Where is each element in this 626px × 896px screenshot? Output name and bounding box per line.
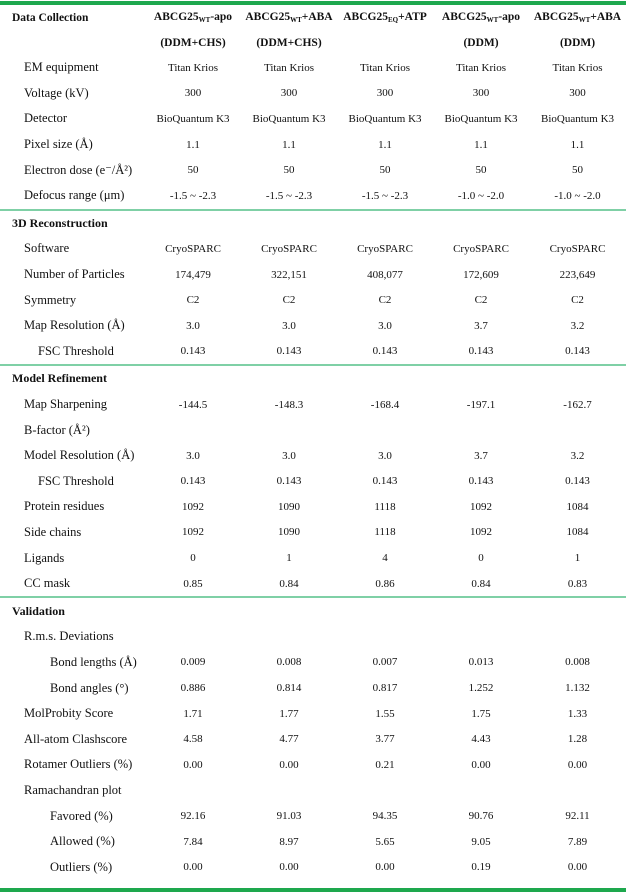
table-row bbox=[0, 624, 626, 650]
table-row bbox=[0, 157, 626, 183]
column-subscript: EQ bbox=[387, 16, 399, 24]
cell-value: 0.85 bbox=[145, 571, 241, 598]
column-detergent: (DDM) bbox=[463, 36, 499, 49]
cell-value bbox=[241, 624, 337, 650]
row-label: EM equipment bbox=[24, 60, 99, 75]
cell-value: 0.007 bbox=[372, 656, 398, 669]
cell-value: 7.89 bbox=[567, 835, 588, 848]
table-row bbox=[0, 55, 626, 81]
cell-value: C2 bbox=[474, 294, 488, 307]
cell-value: 3.7 bbox=[474, 319, 488, 332]
column-detergent: (DDM+CHS) bbox=[160, 36, 226, 49]
cell-value: 223,649 bbox=[559, 268, 596, 281]
cell-value: 1084 bbox=[566, 500, 589, 513]
section-title: 3D Reconstruction bbox=[12, 215, 108, 230]
cell-value bbox=[337, 417, 433, 443]
row-label: Outliers (%) bbox=[50, 859, 113, 874]
cell-value: 9.05 bbox=[471, 835, 491, 848]
table-row bbox=[0, 262, 626, 288]
table-row bbox=[0, 313, 626, 339]
column-name: ABCG25 bbox=[245, 11, 291, 23]
row-label: MolProbity Score bbox=[24, 706, 114, 721]
column-header bbox=[529, 5, 626, 30]
row-label: Detector bbox=[24, 111, 68, 126]
table-row bbox=[0, 803, 626, 829]
column-subscript: WT bbox=[578, 16, 591, 24]
cell-value: 94.35 bbox=[372, 810, 398, 823]
cell-value: 174,479 bbox=[175, 268, 211, 281]
cell-value: 0.008 bbox=[276, 656, 302, 669]
section-title: Validation bbox=[12, 603, 65, 618]
cell-value bbox=[433, 624, 529, 650]
row-label: R.m.s. Deviations bbox=[24, 629, 114, 644]
cell-value: 1118 bbox=[374, 526, 396, 539]
table-row bbox=[0, 339, 626, 366]
table-row bbox=[0, 854, 626, 880]
cell-value: Titan Krios bbox=[263, 61, 315, 74]
cell-value: -168.4 bbox=[370, 398, 400, 411]
cell-value: Titan Krios bbox=[552, 61, 603, 74]
cell-value: 5.65 bbox=[375, 835, 395, 848]
section-header bbox=[0, 365, 626, 392]
cell-value: 3.0 bbox=[282, 319, 296, 332]
row-label: Map Sharpening bbox=[24, 397, 107, 412]
cell-value: 0.19 bbox=[471, 861, 491, 874]
section-header bbox=[0, 210, 626, 237]
cell-value: 0.143 bbox=[529, 339, 626, 366]
table-row bbox=[0, 726, 626, 752]
cell-value: 7.84 bbox=[183, 835, 203, 848]
table-row bbox=[0, 417, 626, 443]
row-label: B-factor (Å²) bbox=[24, 422, 90, 437]
cell-value: CryoSPARC bbox=[549, 242, 606, 255]
row-label: Pixel size (Å) bbox=[24, 137, 93, 152]
table-row bbox=[0, 392, 626, 418]
cell-value: 3.0 bbox=[378, 319, 392, 332]
cell-value bbox=[337, 624, 433, 650]
cell-value: 0.143 bbox=[145, 339, 241, 366]
column-subscript: WT bbox=[290, 16, 302, 24]
cell-value: 0.00 bbox=[375, 861, 395, 874]
cell-value: 0.21 bbox=[375, 758, 395, 771]
cell-value: 300 bbox=[569, 87, 586, 100]
column-suffix: -apo bbox=[498, 11, 521, 23]
row-label: Voltage (kV) bbox=[24, 85, 89, 100]
cell-value: 0 bbox=[190, 552, 196, 565]
row-label: Defocus range (μm) bbox=[0, 183, 145, 210]
cell-value: 4.58 bbox=[183, 733, 203, 746]
table-row bbox=[0, 106, 626, 132]
cell-value bbox=[529, 778, 626, 804]
cell-value: -1.0 ~ -2.0 bbox=[529, 183, 626, 210]
cell-value: 0.817 bbox=[372, 682, 398, 695]
cell-value: 1.1 bbox=[570, 138, 585, 151]
table-row bbox=[0, 829, 626, 855]
cell-value: 50 bbox=[379, 164, 391, 177]
row-label: Ligands bbox=[24, 550, 65, 565]
table-row bbox=[0, 81, 626, 107]
cell-value: -1.0 ~ -2.0 bbox=[433, 183, 529, 210]
cell-value: CryoSPARC bbox=[165, 242, 221, 255]
cell-value: -1.5 ~ -2.3 bbox=[241, 183, 337, 210]
row-label: Symmetry bbox=[24, 292, 77, 307]
cell-value: 1.75 bbox=[471, 707, 491, 720]
row-label: Map Resolution (Å) bbox=[24, 318, 125, 333]
cell-value: 0.143 bbox=[565, 475, 590, 488]
cell-value: CryoSPARC bbox=[453, 242, 509, 255]
cell-value: 3.2 bbox=[570, 449, 585, 462]
cell-value: 50 bbox=[572, 164, 583, 177]
cell-value bbox=[433, 417, 529, 443]
cell-value bbox=[337, 778, 433, 804]
table-row bbox=[0, 752, 626, 778]
cell-value: 0.00 bbox=[567, 758, 588, 771]
cell-value: 1.1 bbox=[474, 138, 488, 151]
cell-value: Titan Krios bbox=[455, 61, 507, 74]
cell-value: 1 bbox=[574, 552, 581, 565]
column-header bbox=[241, 5, 337, 30]
column-header bbox=[337, 5, 433, 30]
cell-value: 0.143 bbox=[468, 475, 494, 488]
row-label: Allowed (%) bbox=[50, 834, 115, 849]
cell-value: 0.00 bbox=[567, 861, 588, 874]
column-detergent: (DDM) bbox=[559, 36, 596, 49]
cell-value: 3.0 bbox=[282, 449, 296, 462]
data-table bbox=[0, 5, 626, 880]
cell-value: 1.1 bbox=[186, 138, 200, 151]
cell-value: 50 bbox=[283, 164, 295, 177]
row-label: Favored (%) bbox=[50, 808, 113, 823]
cell-value: 0.00 bbox=[183, 861, 203, 874]
cell-value: 1.33 bbox=[567, 707, 588, 720]
column-name: ABCG25 bbox=[343, 11, 388, 23]
table-row bbox=[0, 132, 626, 158]
row-label: Side chains bbox=[24, 524, 82, 539]
cell-value bbox=[145, 624, 241, 650]
row-label: Model Resolution (Å) bbox=[24, 448, 135, 463]
cell-value: 4 bbox=[382, 552, 388, 565]
cell-value bbox=[433, 778, 529, 804]
cell-value: 1.1 bbox=[282, 138, 296, 151]
cell-value: 0.00 bbox=[279, 758, 299, 771]
cell-value bbox=[145, 778, 241, 804]
cell-value: 0.00 bbox=[183, 758, 203, 771]
row-label: All-atom Clashscore bbox=[24, 731, 128, 746]
cell-value: -144.5 bbox=[178, 398, 208, 411]
cell-value: Titan Krios bbox=[359, 61, 411, 74]
column-name: ABCG25 bbox=[153, 11, 199, 23]
cell-value: 50 bbox=[187, 164, 199, 177]
cell-value: 0.814 bbox=[276, 682, 302, 695]
cell-value: C2 bbox=[378, 294, 392, 307]
row-label: Software bbox=[24, 241, 70, 256]
cell-value: -162.7 bbox=[563, 398, 592, 411]
column-suffix: +ABA bbox=[590, 11, 622, 23]
cell-value: 0 bbox=[478, 552, 484, 565]
header-row bbox=[0, 5, 626, 30]
cell-value: BioQuantum K3 bbox=[540, 112, 615, 125]
row-label: Electron dose (e⁻/Å²) bbox=[24, 163, 133, 178]
table-row bbox=[0, 469, 626, 495]
cell-value: 1092 bbox=[182, 500, 204, 513]
table-row bbox=[0, 675, 626, 701]
cell-value: 408,077 bbox=[367, 268, 403, 281]
table-row bbox=[0, 701, 626, 727]
table-row bbox=[0, 520, 626, 546]
row-label: Bond lengths (Å) bbox=[50, 654, 137, 669]
cell-value: 300 bbox=[184, 87, 202, 100]
cell-value: C2 bbox=[571, 294, 584, 307]
table-row bbox=[0, 571, 626, 598]
cell-value: 172,609 bbox=[463, 268, 499, 281]
cell-value bbox=[241, 778, 337, 804]
cell-value: 1.28 bbox=[567, 733, 588, 746]
column-suffix: -apo bbox=[210, 11, 233, 23]
cell-value: -1.5 ~ -2.3 bbox=[337, 183, 433, 210]
cell-value: 50 bbox=[475, 164, 487, 177]
section-title: Data Collection bbox=[12, 11, 89, 24]
cell-value: -148.3 bbox=[274, 398, 304, 411]
table-row bbox=[0, 183, 626, 210]
row-label: Protein residues bbox=[24, 499, 105, 514]
cell-value: 300 bbox=[472, 87, 490, 100]
table-row bbox=[0, 778, 626, 804]
cell-value: 0.86 bbox=[337, 571, 433, 598]
cell-value: 0.84 bbox=[241, 571, 337, 598]
column-subscript: WT bbox=[198, 16, 211, 24]
cell-value bbox=[529, 417, 626, 443]
cell-value: 0.143 bbox=[372, 475, 398, 488]
row-label: Ramachandran plot bbox=[24, 782, 122, 797]
cell-value: 1092 bbox=[470, 500, 492, 513]
column-name: ABCG25 bbox=[441, 11, 487, 23]
bottom-rule bbox=[0, 888, 626, 892]
column-suffix: +ATP bbox=[398, 11, 427, 23]
cell-value: 8.97 bbox=[279, 835, 299, 848]
cell-value: 300 bbox=[376, 87, 394, 100]
cell-value bbox=[145, 417, 241, 443]
cell-value: BioQuantum K3 bbox=[156, 112, 230, 125]
cell-value: 92.11 bbox=[565, 810, 590, 823]
cell-value: -1.5 ~ -2.3 bbox=[145, 183, 241, 210]
row-label: FSC Threshold bbox=[38, 473, 114, 488]
cell-value: 1092 bbox=[470, 526, 492, 539]
row-label: CC mask bbox=[0, 571, 145, 598]
cell-value: -197.1 bbox=[466, 398, 496, 411]
cell-value: 91.03 bbox=[276, 810, 302, 823]
column-suffix: +ABA bbox=[301, 11, 333, 23]
cell-value: 3.0 bbox=[186, 449, 200, 462]
cell-value: 1084 bbox=[566, 526, 589, 539]
row-label: Number of Particles bbox=[24, 267, 125, 282]
cell-value: C2 bbox=[282, 294, 296, 307]
cell-value: 3.0 bbox=[378, 449, 392, 462]
cell-value: 1.132 bbox=[565, 682, 590, 695]
section-header bbox=[0, 597, 626, 624]
table-row bbox=[0, 545, 626, 571]
cell-value: 1092 bbox=[182, 526, 204, 539]
cell-value: 0.143 bbox=[337, 339, 433, 366]
column-subscript: WT bbox=[486, 16, 499, 24]
cell-value: BioQuantum K3 bbox=[444, 112, 518, 125]
table-row bbox=[0, 236, 626, 262]
cell-value: 0.83 bbox=[529, 571, 626, 598]
cell-value: 90.76 bbox=[468, 810, 494, 823]
header-row-2 bbox=[0, 30, 626, 55]
cell-value: 1.55 bbox=[375, 707, 395, 720]
row-label: Bond angles (°) bbox=[50, 680, 129, 695]
blank-cell bbox=[0, 30, 145, 55]
cell-value: 0.00 bbox=[471, 758, 491, 771]
cell-value: 1.77 bbox=[279, 707, 299, 720]
column-detergent bbox=[337, 30, 433, 55]
cell-value: 1.252 bbox=[468, 682, 494, 695]
cell-value: 3.77 bbox=[375, 733, 395, 746]
cell-value: CryoSPARC bbox=[357, 242, 413, 255]
cell-value: 4.77 bbox=[279, 733, 299, 746]
cell-value bbox=[241, 417, 337, 443]
column-header bbox=[433, 5, 529, 30]
cell-value: 3.7 bbox=[474, 449, 488, 462]
cell-value: BioQuantum K3 bbox=[252, 112, 326, 125]
cell-value: 0.84 bbox=[433, 571, 529, 598]
cell-value bbox=[529, 624, 626, 650]
cell-value: 1090 bbox=[278, 500, 300, 513]
cell-value: 0.143 bbox=[180, 475, 206, 488]
cell-value: 0.143 bbox=[433, 339, 529, 366]
table-row bbox=[0, 287, 626, 313]
table-row bbox=[0, 494, 626, 520]
cell-value: 3.0 bbox=[186, 319, 200, 332]
cell-value: 0.886 bbox=[180, 682, 206, 695]
cell-value: 0.009 bbox=[180, 656, 206, 669]
cell-value: 0.00 bbox=[279, 861, 299, 874]
cell-value: Titan Krios bbox=[167, 61, 219, 74]
cell-value: 1090 bbox=[278, 526, 300, 539]
cell-value: 4.43 bbox=[471, 733, 491, 746]
cell-value: C2 bbox=[186, 294, 200, 307]
cell-value: 300 bbox=[280, 87, 298, 100]
cell-value: 0.143 bbox=[241, 339, 337, 366]
row-label: Rotamer Outliers (%) bbox=[24, 757, 133, 772]
row-label: FSC Threshold bbox=[0, 339, 145, 366]
section-title: Model Refinement bbox=[12, 371, 107, 386]
cell-value: 322,151 bbox=[271, 268, 307, 281]
column-header bbox=[145, 5, 241, 30]
cell-value: 0.008 bbox=[565, 656, 590, 669]
column-name: ABCG25 bbox=[533, 11, 579, 23]
cell-value: CryoSPARC bbox=[261, 242, 317, 255]
column-detergent: (DDM+CHS) bbox=[256, 36, 322, 49]
cell-value: 1 bbox=[286, 552, 292, 565]
cell-value: BioQuantum K3 bbox=[348, 112, 422, 125]
cell-value: 1118 bbox=[374, 500, 396, 513]
table-row bbox=[0, 443, 626, 469]
cell-value: 0.143 bbox=[276, 475, 302, 488]
cell-value: 3.2 bbox=[570, 319, 585, 332]
cell-value: 92.16 bbox=[180, 810, 206, 823]
cell-value: 0.013 bbox=[468, 656, 494, 669]
cell-value: 1.1 bbox=[378, 138, 392, 151]
table-row bbox=[0, 650, 626, 676]
cell-value: 1.71 bbox=[183, 707, 203, 720]
